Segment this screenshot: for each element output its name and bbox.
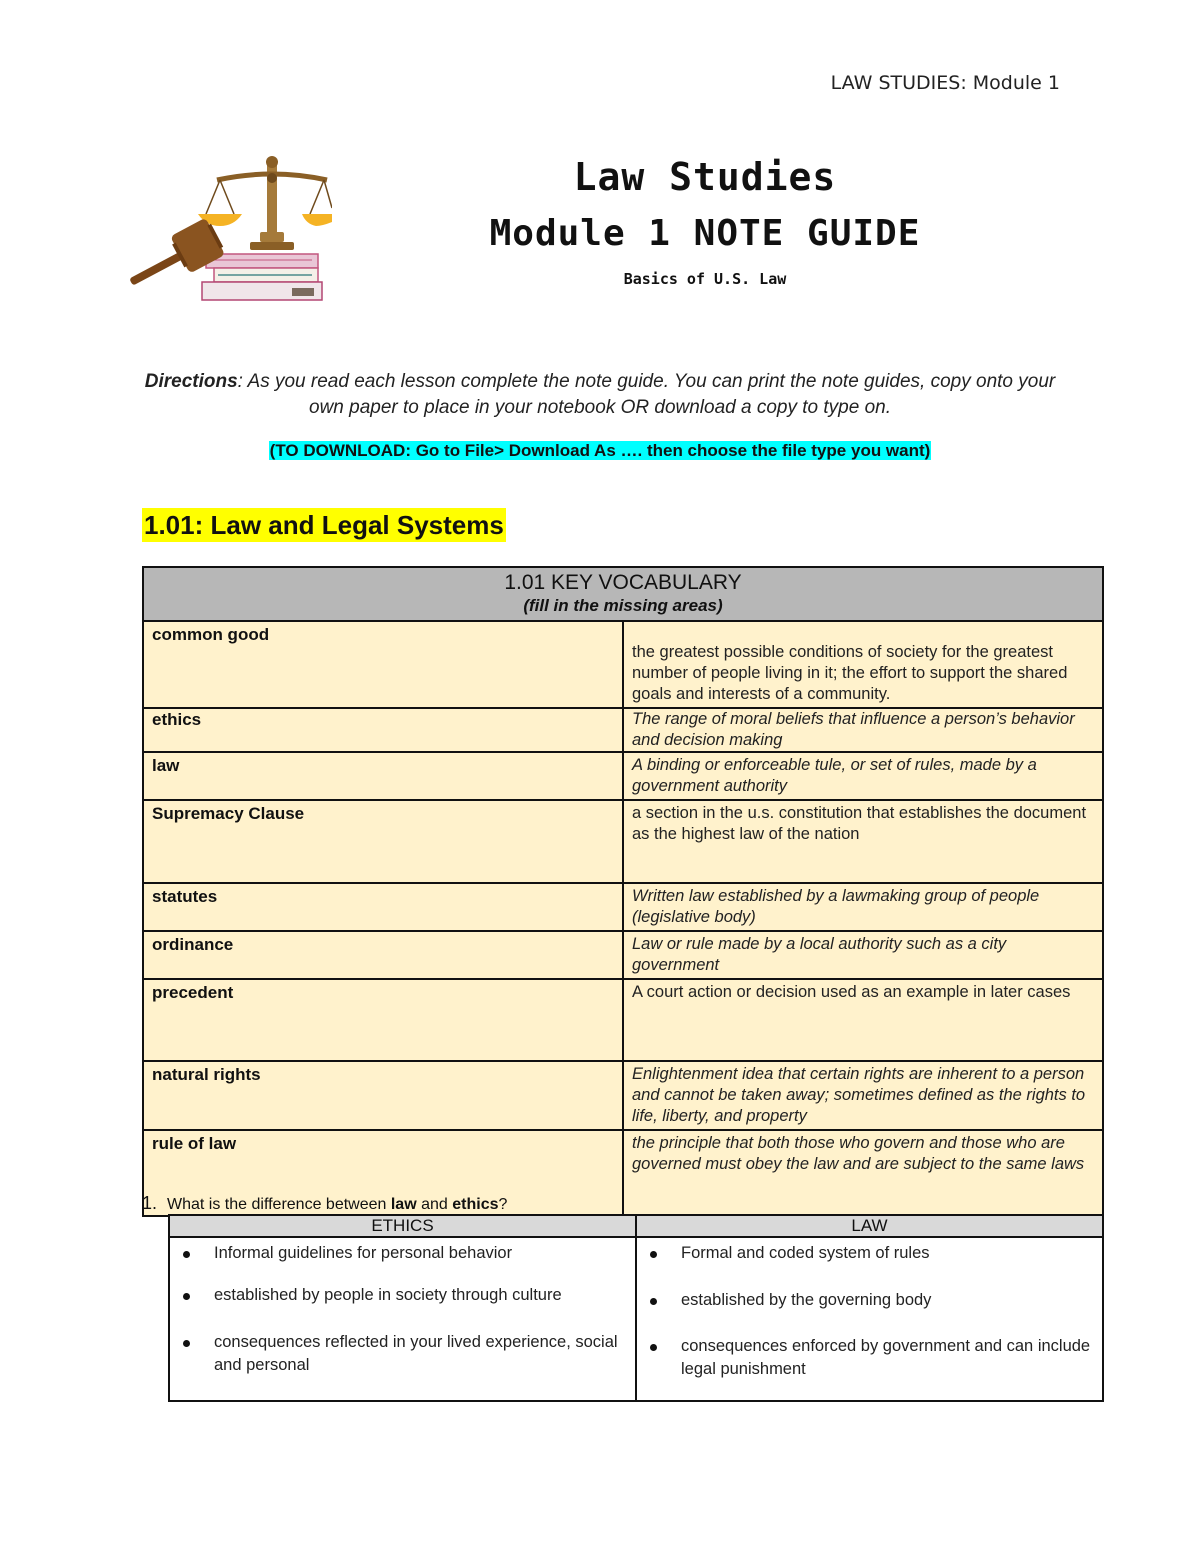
vocab-row xyxy=(143,708,1103,752)
title-block xyxy=(380,150,1030,294)
vocab-term: statutes xyxy=(143,883,623,931)
list-item: established by people in society through culture xyxy=(214,1284,635,1307)
vocab-term: natural rights xyxy=(143,1061,623,1130)
vocab-row xyxy=(143,1061,1103,1130)
question-1 xyxy=(142,1192,507,1216)
question-keyword-ethics: ethics xyxy=(452,1196,499,1213)
vocab-definition[interactable]: Enlightenment idea that certain rights are inherent to a person and cannot be taken away; sometimes defined as the rights to life, liberty, and property xyxy=(623,1061,1103,1130)
directions-paragraph xyxy=(140,369,1060,421)
vocab-definition[interactable]: A binding or enforceable tule, or set of rules, made by a government authority xyxy=(623,752,1103,800)
vocab-term: ordinance xyxy=(143,931,623,979)
question-keyword-law: law xyxy=(390,1196,417,1213)
vocab-term: precedent xyxy=(143,979,623,1061)
vocab-definition[interactable]: A court action or decision used as an example in later cases xyxy=(623,979,1103,1061)
question-number: 1. xyxy=(142,1193,158,1213)
question-prefix: What is the difference between xyxy=(167,1196,391,1213)
list-item: consequences reflected in your lived experience, social and personal xyxy=(214,1331,635,1377)
download-text: (TO DOWNLOAD: Go to File> Download As …. then choose the file type you want) xyxy=(269,441,931,460)
list-item: Formal and coded system of rules xyxy=(681,1242,1102,1265)
ethics-column-header: ETHICS xyxy=(169,1215,636,1237)
ethics-bullet-list xyxy=(170,1242,635,1377)
law-column-header: LAW xyxy=(636,1215,1103,1237)
directions-label: Directions xyxy=(144,371,238,392)
vocab-definition[interactable]: Written law established by a lawmaking group of people (legislative body) xyxy=(623,883,1103,931)
ethics-law-comparison-table xyxy=(168,1214,1104,1402)
vocab-definition[interactable]: a section in the u.s. constitution that establishes the document as the highest law of the nation xyxy=(623,800,1103,883)
vocabulary-table xyxy=(142,566,1104,1217)
vocab-row xyxy=(143,931,1103,979)
list-item: consequences enforced by government and can include legal punishment xyxy=(681,1335,1102,1381)
ethics-column-cell[interactable] xyxy=(169,1237,636,1401)
download-instructions xyxy=(140,440,1060,462)
vocab-row xyxy=(143,883,1103,931)
vocab-definition[interactable]: The range of moral beliefs that influence a person’s behavior and decision making xyxy=(623,708,1103,752)
vocab-row xyxy=(143,752,1103,800)
law-column-cell[interactable] xyxy=(636,1237,1103,1401)
vocabulary-header-title: 1.01 KEY VOCABULARY xyxy=(504,571,742,594)
directions-text: : As you read each lesson complete the note guide. You can print the note guides, copy onto your own paper to place in your notebook OR download a copy to type on. xyxy=(237,371,1056,418)
vocab-term: Supremacy Clause xyxy=(143,800,623,883)
vocab-term: ethics xyxy=(143,708,623,752)
law-scales-gavel-logo xyxy=(122,150,332,312)
vocab-row xyxy=(143,800,1103,883)
list-item: established by the governing body xyxy=(681,1289,1102,1312)
vocab-term: law xyxy=(143,752,623,800)
vocabulary-table-header xyxy=(143,567,1103,621)
vocab-row xyxy=(143,979,1103,1061)
vocab-definition[interactable]: the principle that both those who govern and those who are governed must obey the law and are subject to the same laws xyxy=(623,1130,1103,1216)
document-title: Law Studies xyxy=(573,155,837,199)
document-tagline: Basics of U.S. Law xyxy=(623,270,787,288)
document-subtitle: Module 1 NOTE GUIDE xyxy=(489,213,921,254)
section-heading: 1.01: Law and Legal Systems xyxy=(144,510,504,540)
list-item: Informal guidelines for personal behavior xyxy=(214,1242,635,1265)
vocabulary-header-subtitle: (fill in the missing areas) xyxy=(523,596,723,615)
vocab-term: common good xyxy=(143,621,623,708)
vocab-definition[interactable]: the greatest possible conditions of society for the greatest number of people living in it; the effort to support the shared goals and interests of a community. xyxy=(623,621,1103,708)
vocab-term: rule of law xyxy=(143,1130,623,1216)
question-suffix: ? xyxy=(498,1196,508,1213)
page-header-module: LAW STUDIES: Module 1 xyxy=(830,72,1060,94)
vocab-definition[interactable]: Law or rule made by a local authority such as a city government xyxy=(623,931,1103,979)
law-bullet-list xyxy=(637,1242,1102,1381)
question-middle: and xyxy=(416,1196,453,1213)
vocab-row xyxy=(143,621,1103,708)
